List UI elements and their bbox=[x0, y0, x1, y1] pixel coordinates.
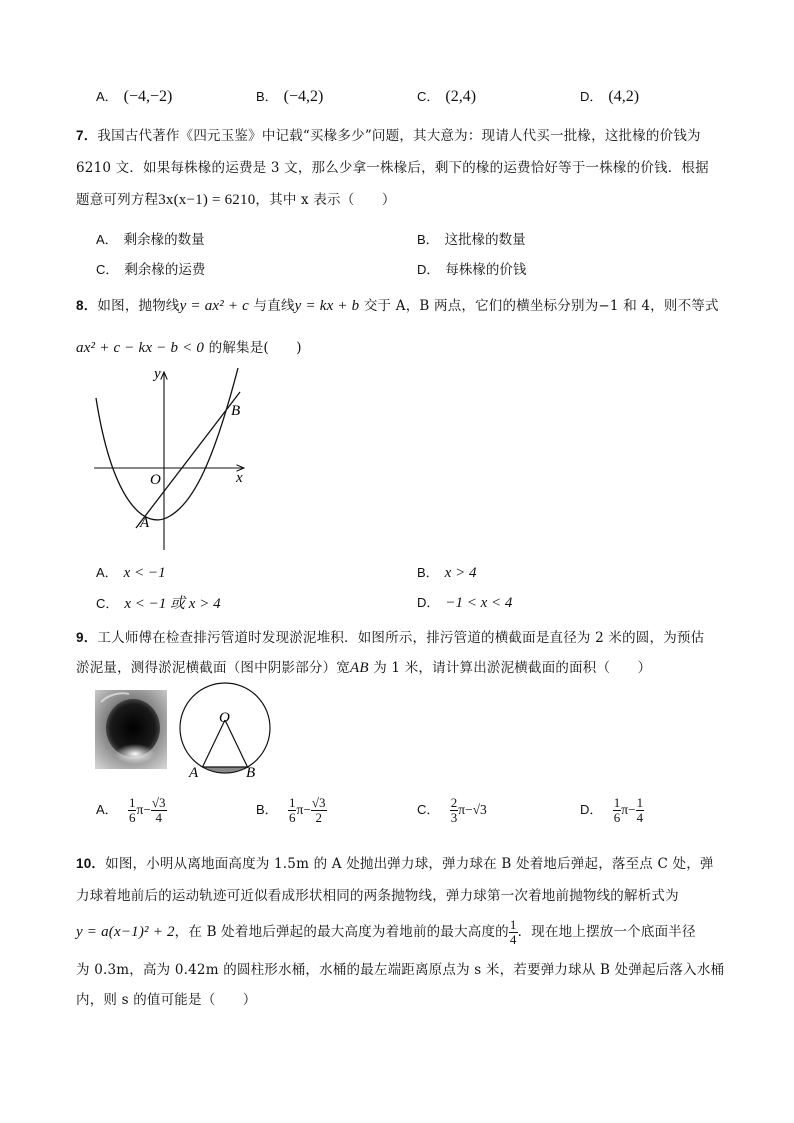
option-value: (−4,−2) bbox=[123, 88, 173, 105]
q9-option-d bbox=[580, 796, 644, 825]
numerator: 1 bbox=[636, 795, 644, 810]
q8-text: 交于 A，B 两点，它们的横坐标分别为−1 和 4，则不等式 bbox=[359, 298, 719, 314]
fraction bbox=[613, 796, 622, 825]
option-mid: π− bbox=[296, 802, 311, 817]
straight-line bbox=[136, 392, 240, 528]
q8-parabola: y = ax² + c bbox=[179, 298, 250, 314]
fraction bbox=[450, 796, 459, 825]
denominator: 4 bbox=[509, 932, 517, 947]
option-label: A． bbox=[96, 802, 118, 817]
q10-text: 如图，小明从离地面高度为 1.5m 的 A 处抛出弹力球，弹力球在 B 处着地后弹起，落至点 C 处，弹 bbox=[105, 856, 714, 872]
origin-label: O bbox=[150, 472, 161, 488]
option-label: C． bbox=[96, 596, 119, 611]
denominator: 6 bbox=[128, 810, 136, 825]
option-text: 剩余椽的运费 bbox=[124, 262, 206, 278]
numerator: 2 bbox=[450, 795, 458, 810]
q7-equation: 3x(x−1) = 6210 bbox=[158, 192, 256, 208]
numerator: 1 bbox=[613, 795, 621, 810]
radius-ob bbox=[225, 720, 248, 767]
q7-text: 题意可列方程 bbox=[76, 192, 159, 208]
q10-line-2: 力球着地前后的运动轨迹可近似看成形状相同的两条抛物线，弹力球第一次着地前抛物线的解析式为 bbox=[76, 888, 679, 904]
option-mid: π− bbox=[621, 802, 636, 817]
option-text: 这批椽的数量 bbox=[444, 232, 526, 248]
q7-line-3 bbox=[76, 188, 396, 209]
q7-text: 我国古代著作《四元玉鉴》中记载“买椽多少”问题，其大意为：现请人代买一批椽，这批椽的价钱为 bbox=[97, 128, 701, 144]
option-text: x < −1 或 x > 4 bbox=[124, 596, 221, 612]
option-label: D． bbox=[580, 802, 603, 817]
numerator: √3 bbox=[151, 795, 166, 810]
fraction bbox=[311, 796, 327, 825]
q6-option-a bbox=[96, 86, 172, 106]
q10-equation: y = a(x−1)² + 2 bbox=[76, 924, 175, 940]
option-label: B． bbox=[417, 565, 439, 580]
denominator: 2 bbox=[315, 810, 322, 825]
denominator: 4 bbox=[155, 810, 162, 825]
q9-option-a bbox=[96, 796, 167, 825]
q8-option-b bbox=[417, 562, 476, 582]
option-value: (−4,2) bbox=[283, 88, 324, 105]
option-label: D． bbox=[417, 262, 440, 277]
parabola-curve bbox=[96, 368, 241, 520]
option-label: C． bbox=[417, 802, 440, 817]
option-label: B． bbox=[417, 232, 439, 247]
x-axis-label: x bbox=[236, 470, 243, 486]
sludge-segment bbox=[203, 767, 248, 773]
radius-oa bbox=[203, 720, 226, 767]
numerator: 1 bbox=[288, 795, 296, 810]
q7-line-1 bbox=[76, 124, 701, 144]
denominator: 4 bbox=[636, 810, 644, 825]
q10-text: ，在 B 处着地后弹起的最大高度为着地前的最大高度的 bbox=[174, 924, 509, 940]
q8-option-c bbox=[96, 592, 221, 613]
option-label: A． bbox=[96, 565, 118, 580]
q6-option-b bbox=[256, 86, 323, 106]
q9-option-c bbox=[417, 796, 487, 825]
q10-line-3 bbox=[76, 918, 696, 947]
q10-line-4: 为 0.3m，高为 0.42m 的圆柱形水桶，水桶的最左端距离原点为 s 米，若要弹力球从 B 处弹起后落入水桶 bbox=[76, 962, 725, 978]
q8-line-1 bbox=[76, 294, 719, 315]
q10-line-1 bbox=[76, 852, 714, 872]
question-number: 8． bbox=[76, 298, 98, 313]
option-label: C． bbox=[96, 262, 119, 277]
option-label: B． bbox=[256, 802, 278, 817]
pipe-circle bbox=[180, 683, 270, 773]
q8-line-eq: y = kx + b bbox=[294, 298, 360, 314]
numerator: √3 bbox=[311, 795, 326, 810]
option-text: x > 4 bbox=[444, 565, 477, 581]
q8-text: 如图，抛物线 bbox=[97, 298, 180, 314]
numerator: 1 bbox=[128, 795, 136, 810]
q7-text: ，其中 x 表示（ ） bbox=[255, 192, 396, 208]
q8-option-a bbox=[96, 562, 166, 582]
point-a-label: A bbox=[140, 515, 150, 531]
fraction bbox=[509, 918, 518, 947]
q8-line-2 bbox=[76, 336, 302, 357]
q9-line-1 bbox=[76, 626, 704, 646]
question-number: 7． bbox=[76, 128, 98, 143]
center-label: O bbox=[219, 710, 230, 726]
option-label: D． bbox=[580, 89, 603, 104]
denominator: 6 bbox=[288, 810, 296, 825]
question-number: 9． bbox=[76, 630, 98, 645]
q9-ab: AB bbox=[350, 660, 369, 676]
q9-text: 淤泥量，测得淤泥横截面（图中阴影部分）宽 bbox=[76, 660, 350, 676]
option-text: −1 < x < 4 bbox=[445, 595, 513, 611]
denominator: 3 bbox=[450, 810, 458, 825]
q10-line-5: 内，则 s 的值可能是（ ） bbox=[76, 992, 257, 1008]
point-a-label: A bbox=[189, 765, 199, 780]
q8-text: 的解集是( ) bbox=[204, 340, 302, 356]
q7-line-2: 6210 文．如果每株椽的运费是 3 文，那么少拿一株椽后，剩下的椽的运费恰好等于一株椽的价钱．根据 bbox=[76, 160, 709, 176]
q9-text: 工人师傅在检查排污管道时发现淤泥堆积．如图所示，排污管道的横截面是直径为 2 米的圆，为预估 bbox=[97, 630, 705, 646]
point-b-label: B bbox=[246, 765, 256, 780]
option-label: C． bbox=[417, 89, 440, 104]
q9-circle-diagram bbox=[175, 682, 275, 780]
numerator: 1 bbox=[509, 917, 517, 932]
q6-option-d bbox=[580, 86, 639, 106]
q8-inequality: ax² + c − kx − b < 0 bbox=[76, 340, 205, 356]
point-b-label: B bbox=[231, 403, 241, 419]
q9-option-b bbox=[256, 796, 327, 825]
q9-text: 为 1 米，请计算出淤泥横截面的面积（ ） bbox=[368, 660, 652, 676]
option-mid: π− bbox=[136, 802, 151, 817]
q6-option-c bbox=[417, 86, 476, 106]
q7-option-a bbox=[96, 228, 205, 248]
q8-option-d bbox=[417, 592, 512, 612]
option-label: A． bbox=[96, 89, 118, 104]
denominator: 6 bbox=[613, 810, 621, 825]
option-mid: π−√3 bbox=[458, 802, 487, 817]
option-label: B． bbox=[256, 89, 278, 104]
y-axis-label: y bbox=[154, 366, 161, 382]
option-label: A． bbox=[96, 232, 118, 247]
q9-line-2 bbox=[76, 656, 651, 677]
option-text: 每株椽的价钱 bbox=[445, 262, 527, 278]
q7-option-b bbox=[417, 228, 526, 248]
q8-text: 与直线 bbox=[249, 298, 295, 314]
fraction bbox=[151, 796, 167, 825]
q7-option-c bbox=[96, 258, 205, 278]
option-value: (4,2) bbox=[608, 88, 640, 105]
option-value: (2,4) bbox=[445, 88, 477, 105]
option-label: D． bbox=[417, 595, 440, 610]
fraction bbox=[636, 796, 645, 825]
question-number: 10． bbox=[76, 856, 106, 871]
q10-text: ．现在地上摆放一个底面半径 bbox=[517, 924, 696, 940]
pipe-photo bbox=[95, 690, 167, 769]
option-text: x < −1 bbox=[123, 565, 166, 581]
q8-graph bbox=[88, 364, 258, 556]
q7-option-d bbox=[417, 258, 526, 278]
option-text: 剩余椽的数量 bbox=[123, 232, 205, 248]
